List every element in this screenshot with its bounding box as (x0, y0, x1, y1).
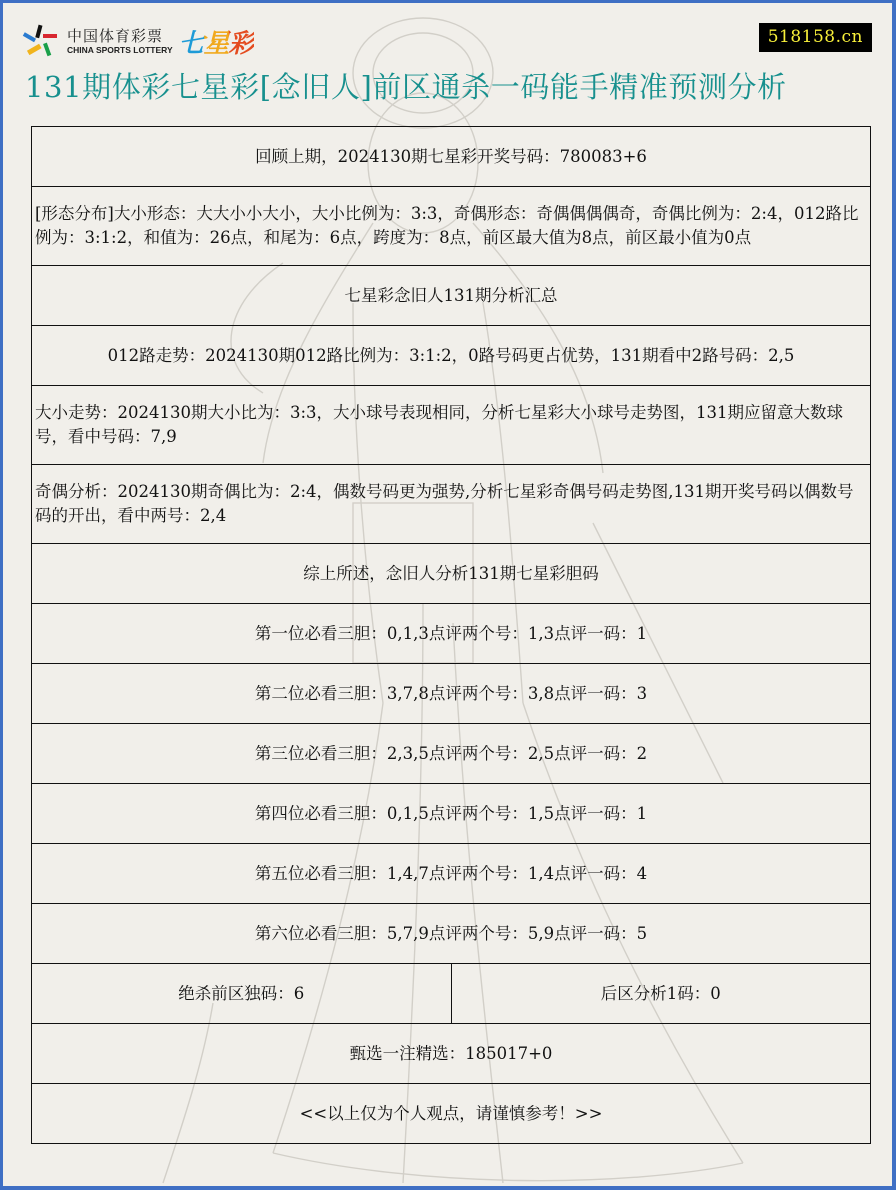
lottery-star-logo-icon (21, 21, 61, 61)
route-012-trend: 012路走势：2024130期012路比例为：3:1:2，0路号码更占优势，131期看中2路号码：2,5 (32, 326, 871, 386)
analysis-table (31, 126, 871, 1144)
logo-english-name: CHINA SPORTS LOTTERY (67, 44, 173, 55)
position-6-picks: 第六位必看三胆：5,7,9点评两个号：5,9点评一码：5 (32, 904, 871, 964)
position-1-picks: 第一位必看三胆：0,1,3点评两个号：1,3点评一码：1 (32, 604, 871, 664)
page-header (3, 3, 892, 121)
pattern-distribution: [形态分布]大小形态：大大小小大小，大小比例为：3:3，奇偶形态：奇偶偶偶偶奇，奇偶比例为：2:4，012路比例为：3:1:2，和值为：26点，和尾为：6点，跨度为：8点，前区最大值为8点，前区最小值为0点 (32, 187, 871, 266)
conclusion-heading: 综上所述，念旧人分析131期七星彩胆码 (32, 544, 871, 604)
selected-pick: 甄选一注精选：185017+0 (32, 1024, 871, 1084)
position-5-picks: 第五位必看三胆：1,4,7点评两个号：1,4点评一码：4 (32, 844, 871, 904)
back-zone-analysis: 后区分析1码：0 (451, 964, 871, 1024)
disclaimer: <<以上仅为个人观点，请谨慎参考！>> (32, 1084, 871, 1144)
qixingcai-brand: 七星彩 (179, 23, 254, 60)
position-4-picks: 第四位必看三胆：0,1,5点评两个号：1,5点评一码：1 (32, 784, 871, 844)
china-sports-lottery-logo (21, 21, 254, 61)
position-3-picks: 第三位必看三胆：2,3,5点评两个号：2,5点评一码：2 (32, 724, 871, 784)
position-2-picks: 第二位必看三胆：3,7,8点评两个号：3,8点评一码：3 (32, 664, 871, 724)
odd-even-analysis: 奇偶分析：2024130期奇偶比为：2:4，偶数号码更为强势,分析七星彩奇偶号码走势图,131期开奖号码以偶数号码的开出，看中两号：2,4 (32, 465, 871, 544)
logo-chinese-name: 中国体育彩票 (67, 26, 164, 45)
site-domain-badge[interactable]: 518158.cn (759, 23, 872, 52)
summary-heading: 七星彩念旧人131期分析汇总 (32, 266, 871, 326)
page-title: 131期体彩七星彩[念旧人]前区通杀一码能手精准预测分析 (25, 70, 787, 104)
kill-front-number: 绝杀前区独码：6 (32, 964, 452, 1024)
size-trend: 大小走势：2024130期大小比为：3:3，大小球号表现相同，分析七星彩大小球号走势图，131期应留意大数球号，看中号码：7,9 (32, 386, 871, 465)
previous-draw-review: 回顾上期，2024130期七星彩开奖号码：780083+6 (32, 127, 871, 187)
